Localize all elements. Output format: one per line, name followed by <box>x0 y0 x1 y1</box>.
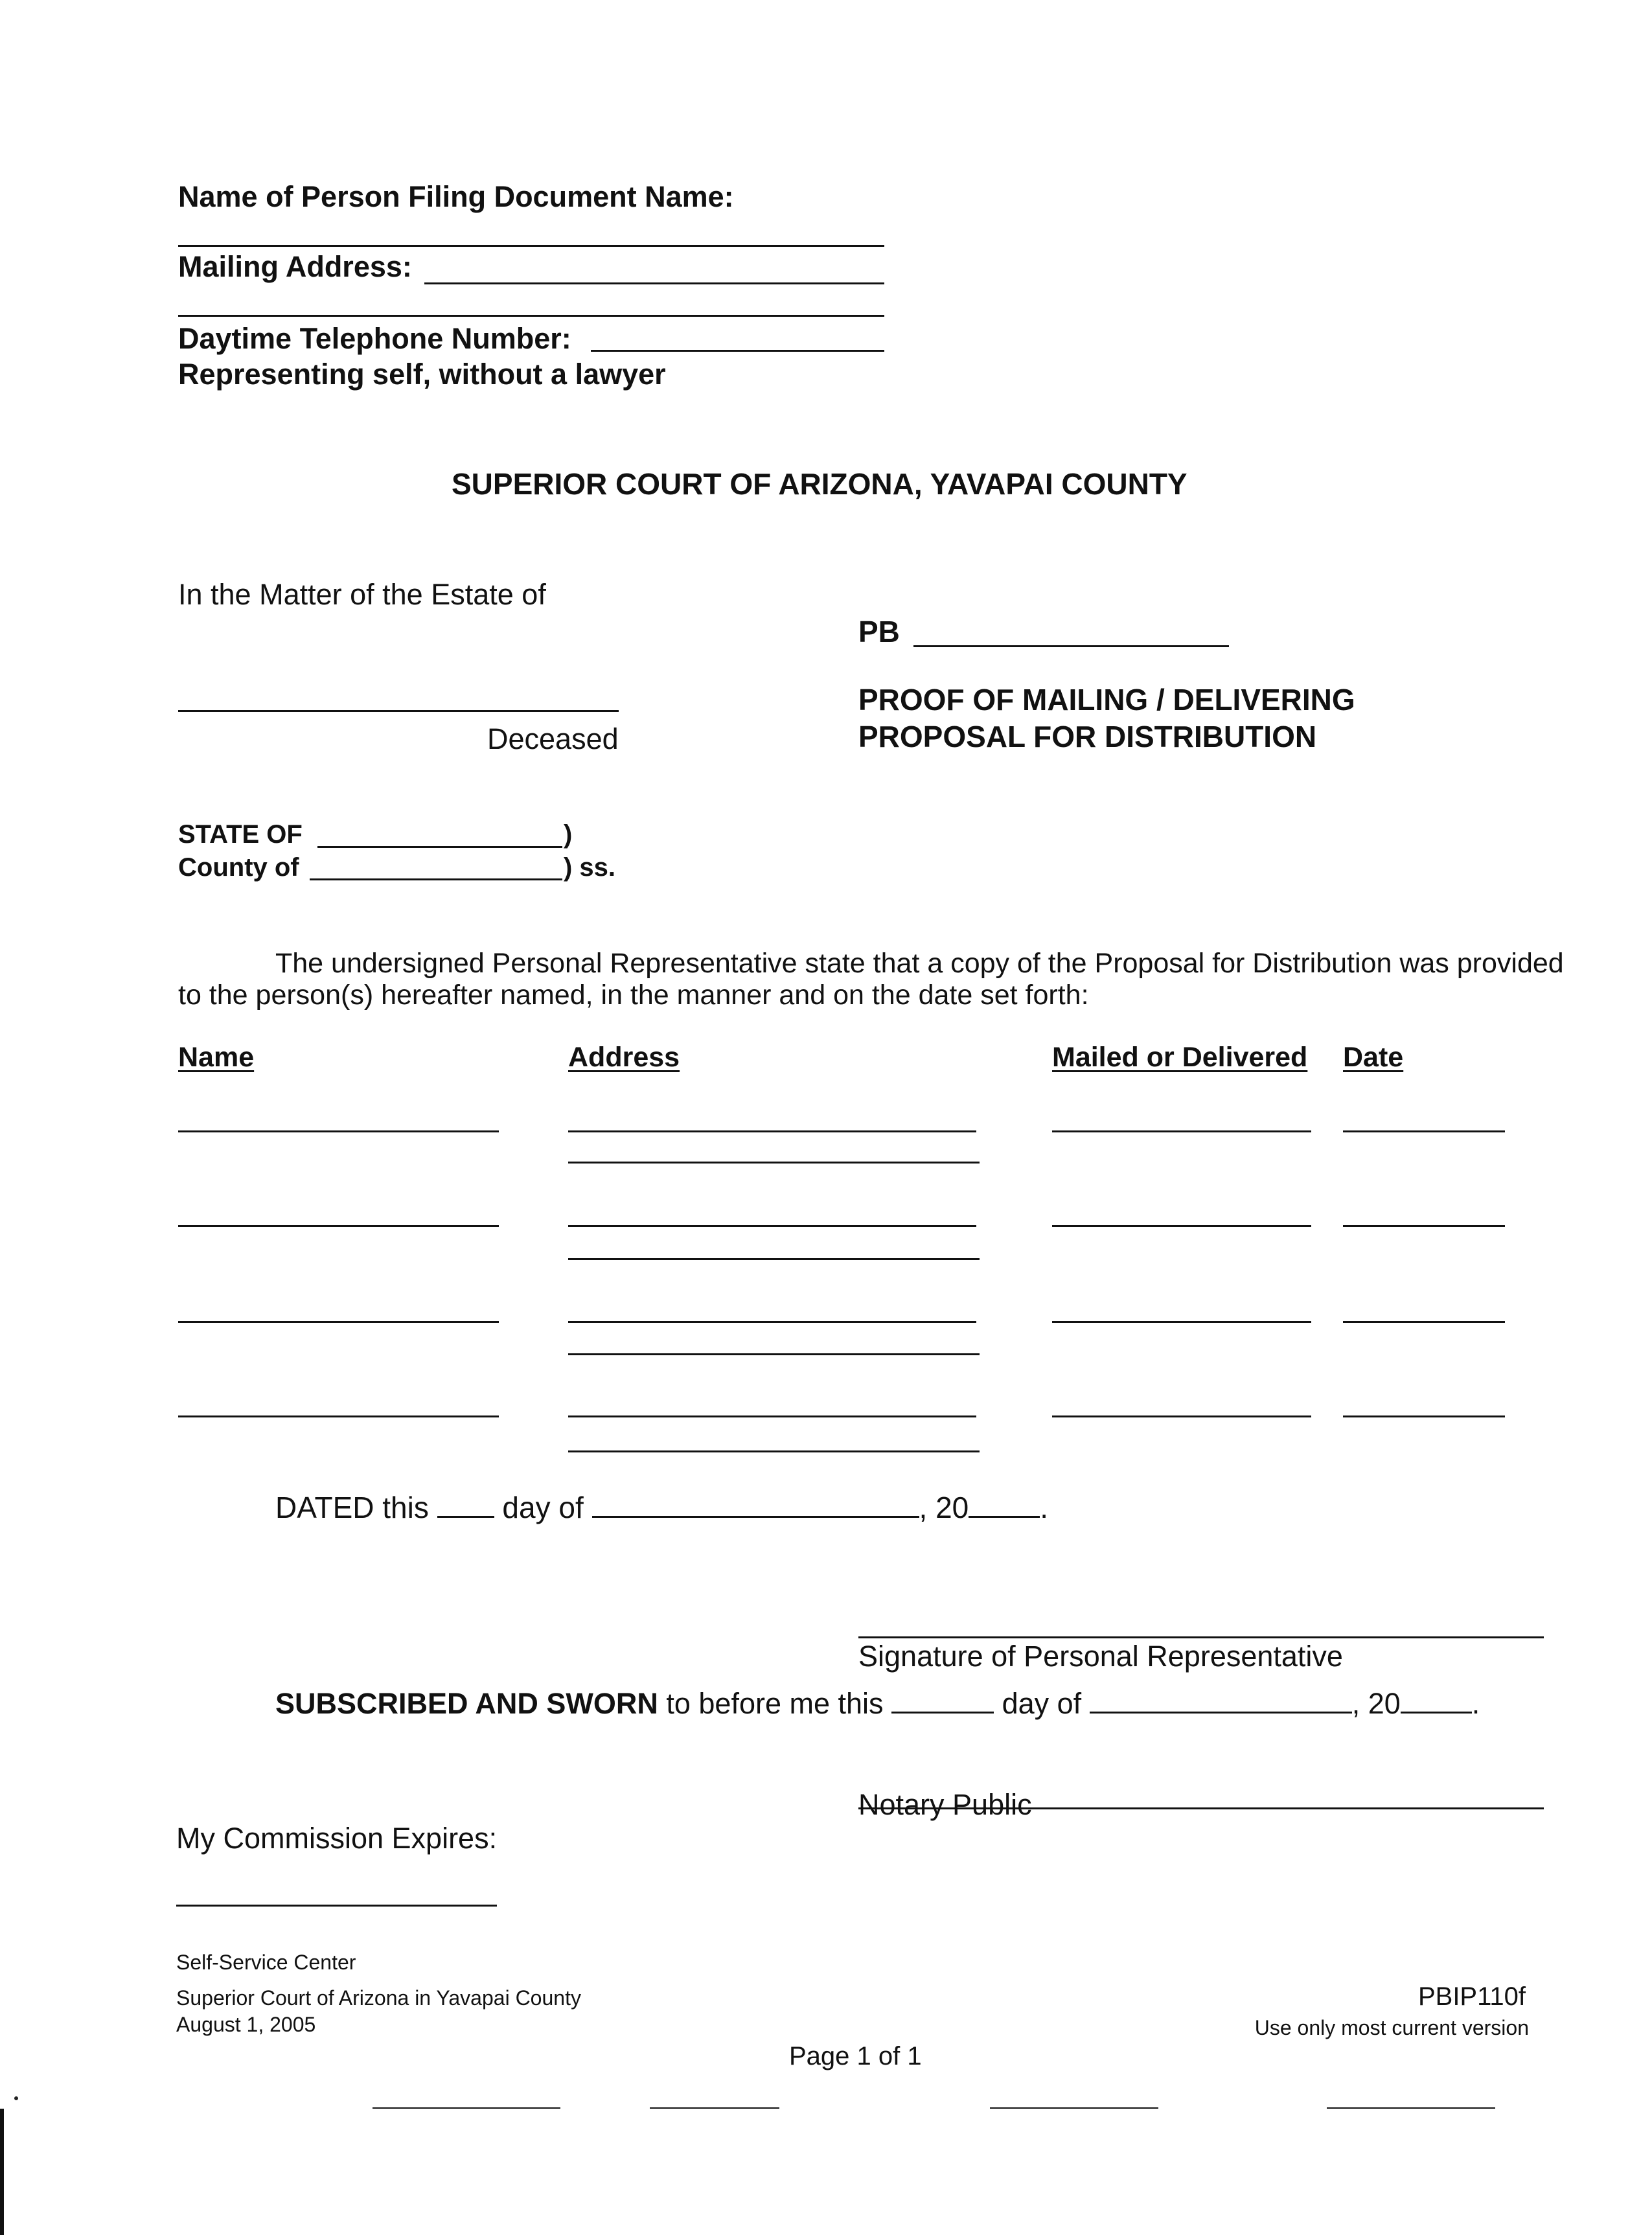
county-paren-ss: ) ss. <box>564 853 616 882</box>
row-4-address-field-2[interactable] <box>568 1450 980 1452</box>
mailing-address-field-2[interactable] <box>178 315 884 317</box>
court-title: SUPERIOR COURT OF ARIZONA, YAVAPAI COUNTY <box>452 467 1187 501</box>
footer-date: August 1, 2005 <box>176 2013 316 2036</box>
page-number: Page 1 of 1 <box>789 2042 922 2070</box>
header-date: Date <box>1343 1042 1404 1073</box>
phone-label: Daytime Telephone Number: <box>178 322 571 355</box>
sworn-end: . <box>1471 1687 1480 1720</box>
row-4-date-field[interactable] <box>1343 1416 1505 1417</box>
dated-day-field[interactable] <box>437 1515 494 1518</box>
decedent-name-field[interactable] <box>178 710 619 712</box>
commission-date-field[interactable] <box>176 1905 497 1907</box>
dated-month-field[interactable] <box>592 1515 919 1518</box>
row-1-name-field[interactable] <box>178 1130 499 1132</box>
row-3-address-field-1[interactable] <box>568 1321 976 1323</box>
row-1-mailed-field[interactable] <box>1052 1130 1311 1132</box>
signature-label: Signature of Personal Representative <box>858 1640 1343 1673</box>
header-address: Address <box>568 1042 680 1073</box>
sworn-day-of: day of <box>1002 1687 1082 1720</box>
mailing-address-field-1[interactable] <box>424 282 884 284</box>
row-3-name-field[interactable] <box>178 1321 499 1323</box>
sworn-year-prefix: , 20 <box>1351 1687 1401 1720</box>
case-prefix: PB <box>858 615 900 648</box>
row-1-address-field-2[interactable] <box>568 1162 980 1163</box>
case-number-field[interactable] <box>913 645 1229 647</box>
row-2-mailed-field[interactable] <box>1052 1225 1311 1227</box>
notary-label: Notary Public <box>858 1788 1032 1821</box>
row-3-address-field-2[interactable] <box>568 1353 980 1355</box>
filer-name-field[interactable] <box>178 245 884 247</box>
scan-artifact-line <box>373 2107 560 2109</box>
dated-end: . <box>1040 1491 1049 1524</box>
sworn-line <box>275 1687 1480 1721</box>
footer-court-name: Superior Court of Arizona in Yavapai County <box>176 1986 581 2010</box>
row-4-address-field-1[interactable] <box>568 1416 976 1417</box>
commission-label: My Commission Expires: <box>176 1822 498 1855</box>
matter-label: In the Matter of the Estate of <box>178 578 546 611</box>
sworn-bold: SUBSCRIBED AND SWORN <box>275 1687 658 1720</box>
header-name: Name <box>178 1042 255 1073</box>
row-3-date-field[interactable] <box>1343 1321 1505 1323</box>
scan-edge-mark <box>0 2109 4 2235</box>
mailing-address-label: Mailing Address: <box>178 250 412 283</box>
state-paren: ) <box>564 820 573 849</box>
filer-name-label: Name of Person Filing Document Name: <box>178 180 734 213</box>
scan-artifact-line <box>990 2107 1158 2109</box>
dated-year-field[interactable] <box>969 1515 1040 1518</box>
row-2-address-field-2[interactable] <box>568 1258 980 1260</box>
doc-title-line-2: PROPOSAL FOR DISTRIBUTION <box>858 720 1317 753</box>
sworn-text: to before me this <box>666 1687 884 1720</box>
row-3-mailed-field[interactable] <box>1052 1321 1311 1323</box>
county-field[interactable] <box>310 878 562 880</box>
row-2-name-field[interactable] <box>178 1225 499 1227</box>
row-1-address-field-1[interactable] <box>568 1130 976 1132</box>
state-of-label: STATE OF <box>178 820 303 849</box>
dated-line <box>275 1490 1048 1525</box>
signature-line[interactable] <box>858 1636 1544 1638</box>
deceased-label: Deceased <box>487 722 619 755</box>
sworn-day-field[interactable] <box>891 1711 994 1714</box>
dated-day-of: day of <box>502 1491 584 1524</box>
phone-field[interactable] <box>591 350 884 352</box>
row-4-name-field[interactable] <box>178 1416 499 1417</box>
scan-speck <box>14 2096 18 2100</box>
dated-year-prefix: , 20 <box>919 1491 969 1524</box>
representing-self-text: Representing self, without a lawyer <box>178 358 666 391</box>
footer-self-service: Self-Service Center <box>176 1951 356 1974</box>
sworn-year-field[interactable] <box>1401 1711 1472 1714</box>
row-4-mailed-field[interactable] <box>1052 1416 1311 1417</box>
scan-artifact-line <box>650 2107 779 2109</box>
dated-prefix: DATED this <box>275 1491 429 1524</box>
body-text-line-1: The undersigned Personal Representative state that a copy of the Proposal for Distribution was provided <box>275 948 1564 979</box>
form-id: PBIP110f <box>1417 1982 1526 2011</box>
row-1-date-field[interactable] <box>1343 1130 1505 1132</box>
scan-artifact-line <box>1327 2107 1495 2109</box>
county-of-label: County of <box>178 853 299 882</box>
version-note: Use only most current version <box>1254 2016 1529 2039</box>
state-field[interactable] <box>317 846 562 848</box>
sworn-month-field[interactable] <box>1090 1711 1352 1714</box>
row-2-address-field-1[interactable] <box>568 1225 976 1227</box>
header-mailed-or-delivered: Mailed or Delivered <box>1052 1042 1308 1073</box>
body-text-line-2: to the person(s) hereafter named, in the manner and on the date set forth: <box>178 980 1089 1011</box>
doc-title-line-1: PROOF OF MAILING / DELIVERING <box>858 683 1355 716</box>
row-2-date-field[interactable] <box>1343 1225 1505 1227</box>
